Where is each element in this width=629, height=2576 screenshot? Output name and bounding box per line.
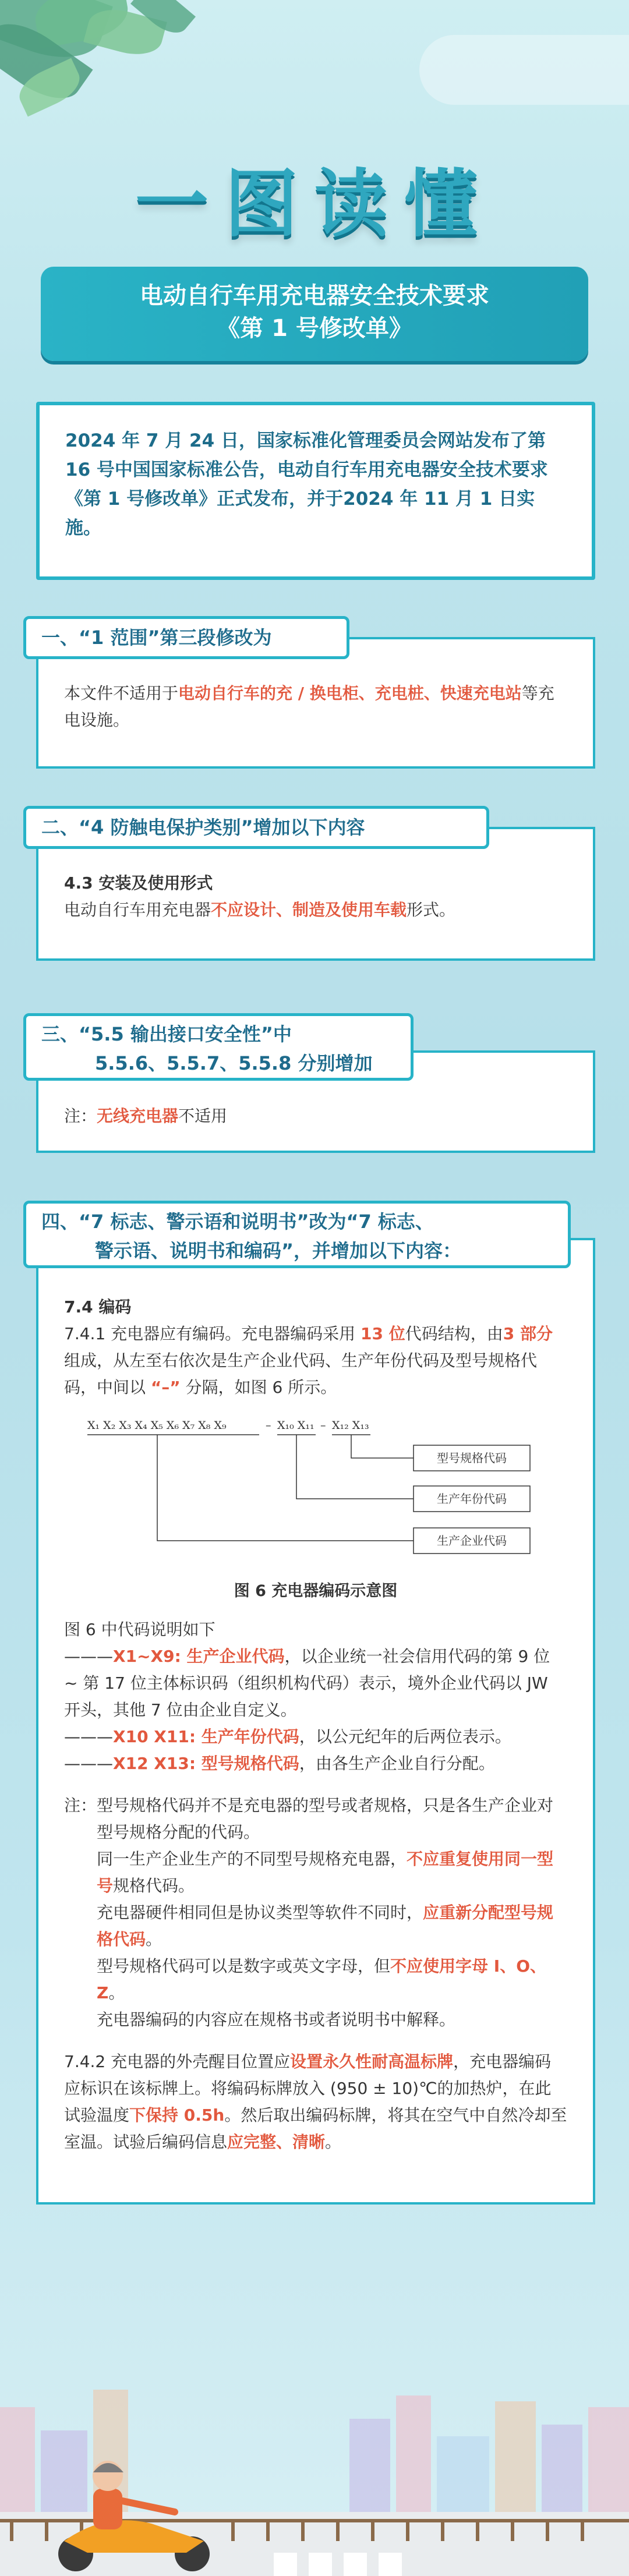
section4-heading-line1: 四、“7 标志、警示语和说明书”改为“7 标志、	[41, 1211, 434, 1233]
section3-note-label: 注：	[64, 1106, 97, 1126]
label-year: 生产年份代码	[437, 1492, 507, 1506]
desc-highlight-1: X1~X9: 生产企业代码	[113, 1647, 285, 1666]
desc-text-3: ，由各生产企业自行分配。	[299, 1754, 495, 1773]
desc-text-1: ，以企业统一社会信用代码的第 9 位 ~ 第 17 位主体标识码（组织机构代码）表示，境外企业代码以 JW 开头，其他 7 位由企业自定义。	[64, 1647, 550, 1719]
p1-highlight-13: 13 位	[361, 1324, 405, 1343]
p2-text-c: 。然后取出编码标牌，将其在空气中自然冷却至室温。试验后编码信息	[64, 2106, 567, 2152]
label-model: 型号规格代码	[437, 1451, 507, 1465]
code-left: X₁ X₂ X₃ X₄ X₅ X₆ X₇ X₈ X₉	[87, 1419, 227, 1432]
section3-heading-line1: 三、“5.5 输出接口安全性”中	[41, 1023, 292, 1045]
leader-year	[296, 1435, 414, 1499]
leader-model	[351, 1435, 414, 1458]
note-3-b: 。	[146, 1930, 162, 1949]
desc-item-2	[64, 1724, 567, 1750]
section3-heading-line2: 5.5.6、5.5.7、5.5.8 分别增加	[95, 1052, 373, 1074]
note-1: 型号规格代码并不是充电器的型号或者规格，只是各生产企业对型号规格分配的代码。	[97, 1796, 554, 1842]
note-4	[97, 1953, 567, 2007]
p1-text-b: 代码结构，由	[405, 1324, 503, 1343]
section3-text-end: 不适用	[178, 1106, 228, 1126]
p1-highlight-3parts: 3 部分	[503, 1324, 553, 1343]
code-sep1: –	[266, 1419, 271, 1432]
note-2	[97, 1846, 567, 1899]
section3-highlight: 无线充电器	[97, 1106, 179, 1126]
p2-highlight-3: 应完整、清晰	[227, 2132, 326, 2152]
subtitle-line2: 《第 1 号修改单》	[217, 315, 412, 342]
note-3	[97, 1899, 567, 1953]
desc-item-3	[64, 1750, 567, 1777]
figure-caption: 图 6 充电器编码示意图	[234, 1582, 398, 1600]
p2-highlight-2: 下保持 0.5h	[129, 2106, 225, 2125]
notes-list	[97, 1792, 567, 2033]
note-2-a: 同一生产企业生产的不同型号规格充电器，	[97, 1849, 407, 1869]
p2-text-d: 。	[325, 2132, 342, 2152]
leader-company	[157, 1435, 414, 1541]
section4-body	[36, 1238, 595, 2205]
p1-text-d: 分隔，如图 6 所示。	[180, 1378, 337, 1397]
section1-highlight: 电动自行车的充 / 换电柜、充电桩、快速充电站	[178, 684, 522, 703]
section4-paragraph1	[64, 1321, 567, 1401]
desc-text-2: ，以公元纪年的后两位表示。	[299, 1727, 511, 1746]
section1-text: 本文件不适用于	[64, 684, 179, 703]
section2-subtitle: 4.3 安装及使用形式	[64, 873, 213, 893]
section4-heading-line2: 警示语、说明书和编码”，并增加以下内容：	[95, 1240, 462, 1262]
section2-paragraph	[64, 897, 567, 923]
note-4-b: 。	[108, 1983, 125, 2002]
note-3-a: 充电器硬件相同但是协议类型等软件不同时，	[97, 1903, 423, 1922]
section3-heading	[23, 1013, 414, 1081]
notes-label: 注：	[64, 1796, 97, 1815]
section2-heading: 二、“4 防触电保护类别”增加以下内容	[23, 806, 489, 849]
code-right: X₁₂ X₁₃	[332, 1419, 369, 1432]
intro-text: 2024 年 7 月 24 日，国家标准化管理委员会网站发布了第 16 号中国国家标准公告，电动自行车用充电器安全技术要求《第 1 号修改单》正式发布，并于2024 年 11 月 1 日实施。	[65, 430, 548, 539]
p2-text-a: 7.4.2 充电器的外壳醒目位置应	[64, 2052, 291, 2071]
p1-text-c: 组成，从左至右依次是生产企业代码、生产年份代码及型号规格代码，中间以	[64, 1351, 538, 1397]
p2-highlight-1: 设置永久性耐高温标牌	[290, 2052, 454, 2071]
note-3-highlight: 应重新分配型号规格代码	[97, 1903, 554, 1949]
dash: ———	[64, 1754, 113, 1773]
code-diagram	[64, 1411, 567, 1569]
desc-item-1	[64, 1643, 567, 1724]
section4-subtitle: 7.4 编码	[64, 1297, 132, 1317]
section2-text: 电动自行车用充电器	[64, 900, 211, 919]
note-2-highlight: 不应重复使用同一型号	[97, 1849, 554, 1895]
note-5: 充电器编码的内容应在规格书或者说明书中解释。	[97, 2010, 456, 2029]
section4-paragraph2	[64, 2048, 567, 2156]
code-diagram-svg	[64, 1411, 572, 1569]
intro-card	[36, 402, 595, 580]
section2-text-end: 形式。	[407, 900, 456, 919]
sky-cloud	[419, 35, 629, 105]
section4-heading	[23, 1201, 571, 1268]
p1-text-a: 7.4.1 充电器应有编码。充电器编码采用	[64, 1324, 361, 1343]
dash: ———	[64, 1647, 113, 1666]
note-4-highlight: 不应使用字母 I、O、Z	[97, 1956, 547, 2002]
label-company: 生产企业代码	[437, 1534, 507, 1548]
section1-text-end: 等充电设施。	[64, 684, 554, 730]
desc-highlight-2: X10 X11: 生产年份代码	[113, 1727, 299, 1746]
desc-title: 图 6 中代码说明如下	[64, 1620, 215, 1639]
note-4-a: 型号规格代码可以是数字或英文字母，但	[97, 1956, 391, 1976]
section2-highlight: 不应设计、制造及使用车载	[211, 900, 407, 919]
note-2-b: 规格代码。	[113, 1876, 195, 1895]
notes	[64, 1792, 567, 2033]
p1-highlight-dash: “–”	[150, 1378, 181, 1397]
p2-text-b: ，充电器编码应标识在该标牌上。将编码标牌放入 (950 ± 10)℃的加热炉，在此试验温度	[64, 2052, 552, 2125]
page-title: 一图读懂	[135, 161, 494, 247]
section1-heading: 一、“1 范围”第三段修改为	[23, 616, 349, 659]
subtitle-banner	[41, 267, 588, 361]
city-illustration	[0, 2366, 629, 2576]
dash: ———	[64, 1727, 113, 1746]
code-sep2: –	[320, 1419, 326, 1432]
subtitle-line1: 电动自行车用充电器安全技术要求	[140, 282, 489, 309]
code-mid: X₁₀ X₁₁	[277, 1419, 314, 1432]
desc-highlight-3: X12 X13: 型号规格代码	[113, 1754, 299, 1773]
